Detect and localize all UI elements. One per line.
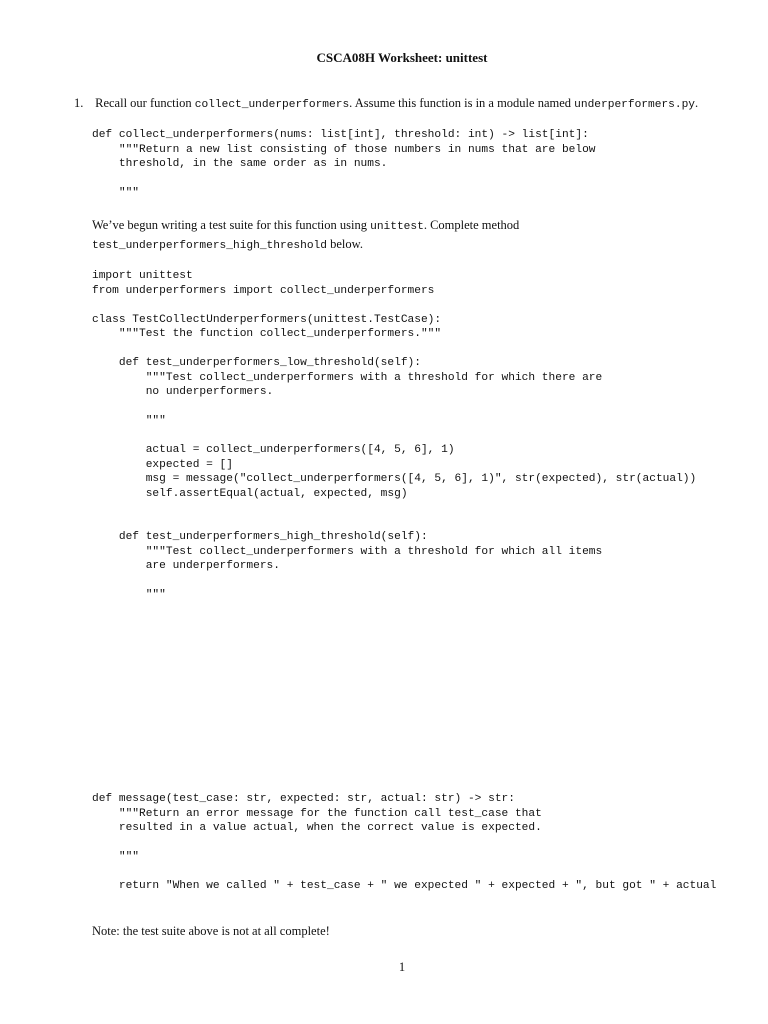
unittest-module: unittest: [370, 221, 424, 233]
question-text-before: Recall our function: [95, 96, 195, 110]
instruction-text-end: below.: [326, 237, 363, 251]
function-name: collect_underperformers: [194, 99, 350, 111]
module-name: underperformers.py: [574, 99, 696, 111]
code-block-message-helper: [92, 792, 716, 894]
method-name: test_underperformers_high_threshold: [92, 240, 327, 252]
code-line: [92, 400, 696, 415]
code-line: no underperformers.: [92, 386, 274, 398]
code-line: expected = []: [92, 458, 233, 471]
code-line: [92, 516, 696, 531]
code-line: [92, 429, 696, 444]
code-line: msg = message("collect_underperformers([4, 5, 6], 1)", str(expected), str(actual)): [92, 473, 697, 485]
code-line: [92, 501, 696, 516]
code-line: """Test collect_underperformers with a threshold for which all items: [92, 545, 603, 558]
code-line: [92, 865, 716, 880]
code-line: """: [92, 415, 166, 427]
question-number: 1.: [74, 96, 84, 110]
question-1-intro: [74, 96, 698, 111]
code-line: [92, 298, 696, 313]
instruction-line-1: [92, 218, 519, 233]
question-text-middle: . Assume this function is in a module named: [349, 96, 575, 110]
code-block-function-signature: [92, 128, 596, 201]
code-line: """Test collect_underperformers with a threshold for which there are: [92, 371, 603, 384]
answer-space[interactable]: [92, 606, 712, 786]
instruction-line-2: [92, 237, 363, 252]
code-line: def test_underperformers_high_threshold(self):: [92, 531, 428, 543]
code-line: def message(test_case: str, expected: str, actual: str) -> str:: [92, 793, 515, 805]
code-line: resulted in a value actual, when the correct value is expected.: [92, 822, 542, 834]
code-line: """Return an error message for the function call test_case that: [92, 807, 542, 820]
code-line: import unittest: [92, 270, 193, 282]
code-line: """Test the function collect_underperformers.""": [92, 328, 442, 340]
instruction-text-after: . Complete method: [423, 218, 520, 232]
instruction-text-before: We’ve begun writing a test suite for this function using: [92, 218, 371, 232]
code-line: def test_underperformers_low_threshold(self):: [92, 357, 421, 369]
code-line: """: [92, 851, 139, 863]
code-line: """Return a new list consisting of those numbers in nums that are below: [92, 143, 596, 156]
code-line: from underperformers import collect_underperformers: [92, 284, 435, 297]
question-text-after: .: [695, 96, 699, 110]
code-line: """: [92, 187, 139, 199]
code-line: are underperformers.: [92, 560, 280, 572]
page-number: 1: [398, 960, 406, 974]
code-line: threshold, in the same order as in nums.: [92, 158, 388, 170]
code-block-test-suite: [92, 269, 696, 603]
code-line: def collect_underperformers(nums: list[int], threshold: int) -> list[int]:: [92, 129, 589, 141]
code-line: return "When we called " + test_case + " we expected " + expected + ", but got " + actual: [92, 880, 717, 892]
code-line: [92, 836, 716, 851]
code-line: """: [92, 589, 166, 601]
code-line: [92, 172, 596, 187]
code-line: self.assertEqual(actual, expected, msg): [92, 487, 408, 500]
code-line: [92, 574, 696, 589]
note-text: Note: the test suite above is not at all complete!: [92, 924, 330, 938]
code-line: actual = collect_underperformers([4, 5, 6], 1): [92, 444, 455, 456]
code-line: class TestCollectUnderperformers(unittest.TestCase):: [92, 313, 442, 326]
code-line: [92, 342, 696, 357]
page-title: CSCA08H Worksheet: unittest: [316, 50, 488, 65]
